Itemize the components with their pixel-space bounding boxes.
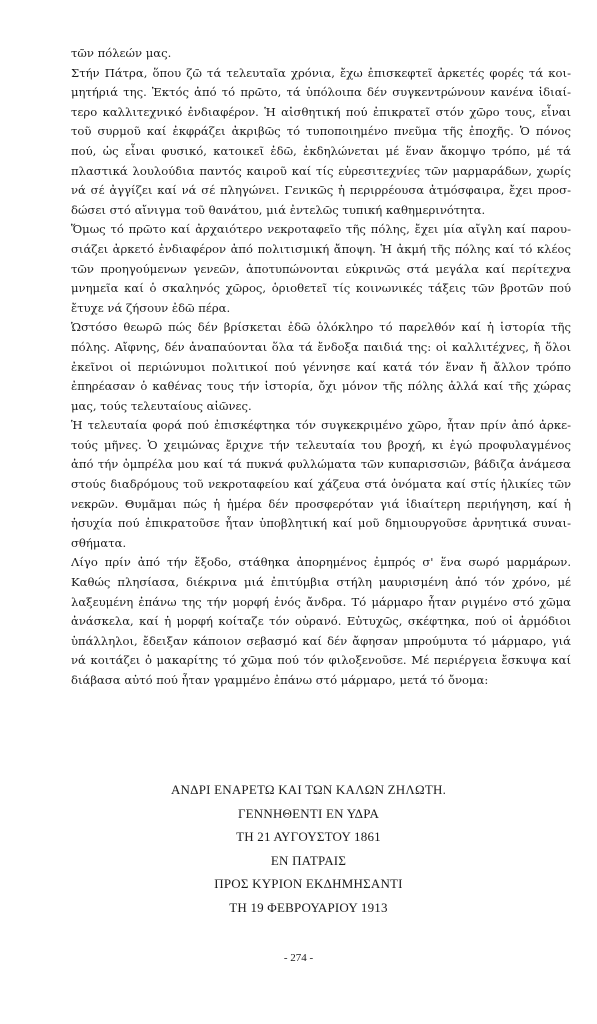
text-line: πού, ὡς εἶναι φυσικό, κατοικεῖ ἐδῶ, ἐκδηλώνεται μέ ἕναν ἄκομψο τρόπο, μέ τά: [71, 143, 571, 158]
text-line: τῶν προηγούμενων γενεῶν, ἀποτυπώνονται εὐκρινῶς στά μεγάλα καί περίτεχνα: [71, 261, 571, 276]
inscription-line: ΤΗ 21 ΑΥΓΟΥΣΤΟΥ 1861: [236, 829, 381, 844]
text-line: τερο καλλιτεχνικό ἐνδιαφέρον. Ἡ αἰσθητική πού ἐπικρατεῖ στόν χῶρο τους, εἶναι: [71, 104, 571, 119]
paragraph: [71, 44, 571, 64]
text-line: διάβασα αὐτό πού ἦταν γραμμένο ἐπάνω στό μάρμαρο, μετά τό ὄνομα:: [71, 673, 489, 687]
inscription-line: ΤΗ 19 ΦΕΒΡΟΥΑΡΙΟΥ 1913: [229, 899, 388, 915]
text-line: μητήριά της. Ἐκτός ἀπό τό πρῶτο, τά ὑπόλοιπα δέν συγκεντρώνουν κανένα ἰδιαί-: [71, 85, 571, 100]
text-line: ἐπηρέασαν ὁ καθένας τους τήν ἱστορία, ὄχι μόνον τῆς πόλης ἀλλά καί τῆς χώρας: [71, 379, 571, 394]
inscription-line: ΕΝ ΠΑΤΡΑΙΣ: [270, 852, 347, 868]
text-line: νεκρῶν. Θυμᾶμαι πώς ἡ ἡμέρα δέν προσφερόταν γιά ἰδιαίτερη περιήγηση, καί ἡ: [71, 496, 571, 511]
text-line: σθήματα.: [71, 535, 127, 550]
text-line: δώσει στό αἴνιγμα τοῦ θανάτου, μιά ἐντελῶς τυπική καθημερινότητα.: [71, 202, 486, 217]
text-line: μας, τούς τελευταίους αἰῶνες.: [71, 398, 252, 413]
text-line: τῶν πόλεών μας.: [71, 46, 172, 60]
inscription-line: ΠΡΟΣ ΚΥΡΙΟΝ ΕΚΔΗΜΗΣΑΝΤΙ: [214, 876, 403, 891]
paragraph: [71, 220, 571, 318]
text-line: ἔτυχε νά ζήσουν ἐδῶ πέρα.: [71, 300, 231, 315]
text-line: στούς διαδρόμους τοῦ νεκροταφείου καί χάζευα στά ὀνόματα καί στίς ἡλικίες τῶν: [71, 477, 571, 492]
text-line: πλαστικά λουλούδια παντός καιροῦ καί τίς εὑρεσιτεχνίες τῶν μαρμαράδων, χωρίς: [71, 163, 571, 178]
text-line: Ὅμως τό πρῶτο καί ἀρχαιότερο νεκροταφεῖο τῆς πόλης, ἔχει μία αἴγλη καί παρου-: [71, 222, 571, 237]
text-line: τοῦ συρμοῦ καί ἐκφράζει ἀκριβῶς τό τυποποιημένο πνεῦμα τῆς ἐποχῆς. Ὁ πόνος: [71, 124, 571, 139]
text-line: μνημεῖα καί ὁ σκαληνός χῶρος, ὁριοθετεῖ τίς κοινωνικές τάξεις τῶν βροτῶν πού: [71, 281, 571, 296]
text-line: ὑπάλληλοι, ἔδειξαν κάποιον σεβασμό καί δέν ἄφησαν μπρούμυτα τό μάρμαρο, γιά: [71, 633, 571, 648]
text-line: ἀνάσκελα, καί ἡ μορφή κοίταζε τόν οὐρανό. Εὐτυχῶς, σκέφτηκα, πού οἱ ἁρμόδιοι: [71, 614, 571, 629]
text-line: ἀπό τήν ὀμπρέλα μου καί τά πυκνά φυλλώματα τῶν κυπαρισσιῶν, βάδιζα ἀνάμεσα: [71, 457, 571, 472]
text-line: πόλης. Αἴφνης, δέν ἀναπαύονται ὅλα τά ἔνδοξα παιδιά της: οἱ καλλιτέχνες, ἤ ὅλοι: [71, 339, 571, 354]
page-number: - 274 -: [283, 952, 314, 964]
text-line: τούς μῆνες. Ὁ χειμώνας ἔριχνε τήν τελευταία του βροχή, κι ἐγώ προφυλαγμένος: [71, 437, 571, 452]
text-line: νά κοιτάζει ὁ μακαρίτης τό χῶμα πού τόν φιλοξενοῦσε. Μέ περιέργεια ἔσκυψα καί: [71, 653, 571, 668]
text-line: Καθώς πλησίασα, διέκρινα μιά ἐπιτύμβια στήλη μαυρισμένη ἀπό τόν χρόνο, μέ: [71, 575, 571, 590]
body-text: [71, 44, 571, 691]
text-line: Στήν Πάτρα, ὅπου ζῶ τά τελευταῖα χρόνια, ἔχω ἐπισκεφτεῖ ἀρκετές φορές τά κοι-: [71, 65, 571, 80]
paragraph: [71, 416, 571, 553]
paragraph: [71, 553, 571, 690]
tombstone-inscription: [0, 778, 597, 919]
text-line: νά σέ ἀγγίζει καί νά σέ πληγώνει. Γενικῶς ἡ περιρρέουσα ἀτμόσφαιρα, ἔχει προσ-: [71, 183, 571, 198]
paragraph: [71, 64, 571, 221]
text-line: ἡσυχία πού ἐπικρατοῦσε ἦταν ὑποβλητική καί μοῦ δημιουργοῦσε ἀρνητικά συναι-: [71, 516, 571, 531]
text-line: λαξευμένη ἐπάνω της τήν μορφή ἑνός ἄνδρα. Τό μάρμαρο ἦταν ριγμένο στό χῶμα: [71, 594, 571, 609]
paragraph: [71, 318, 571, 416]
text-line: Λίγο πρίν ἀπό τήν ἔξοδο, στάθηκα ἀπορημένος ἐμπρός σ' ἕνα σωρό μαρμάρων.: [71, 555, 571, 570]
inscription-line: ΓΕΝΝΗΘΕΝΤΙ ΕΝ ΥΔΡΑ: [237, 805, 380, 821]
text-line: Ἡ τελευταία φορά πού ἐπισκέφτηκα τόν συγκεκριμένο χῶρο, ἦταν πρίν ἀπό ἀρκε-: [71, 418, 571, 433]
text-line: ἐκεῖνοι οἱ περιώνυμοι πολιτικοί πού γέννησε καί κατά τόν ἕναν ἤ ἄλλον τρόπο: [71, 359, 571, 374]
inscription-line: ΑΝΔΡΙ ΕΝΑΡΕΤΩ ΚΑΙ ΤΩΝ ΚΑΛΩΝ ΖΗΛΩΤΗ.: [170, 782, 447, 797]
text-line: Ὡστόσο θεωρῶ πώς δέν βρίσκεται ἐδῶ ὁλόκληρο τό παρελθόν καί ἡ ἱστορία τῆς: [71, 320, 571, 335]
text-line: σιάζει ἀρκετό ἐνδιαφέρον ἀπό πολιτισμική ἄποψη. Ἡ ἀκμή τῆς πόλης καί τό κλέος: [71, 241, 571, 256]
